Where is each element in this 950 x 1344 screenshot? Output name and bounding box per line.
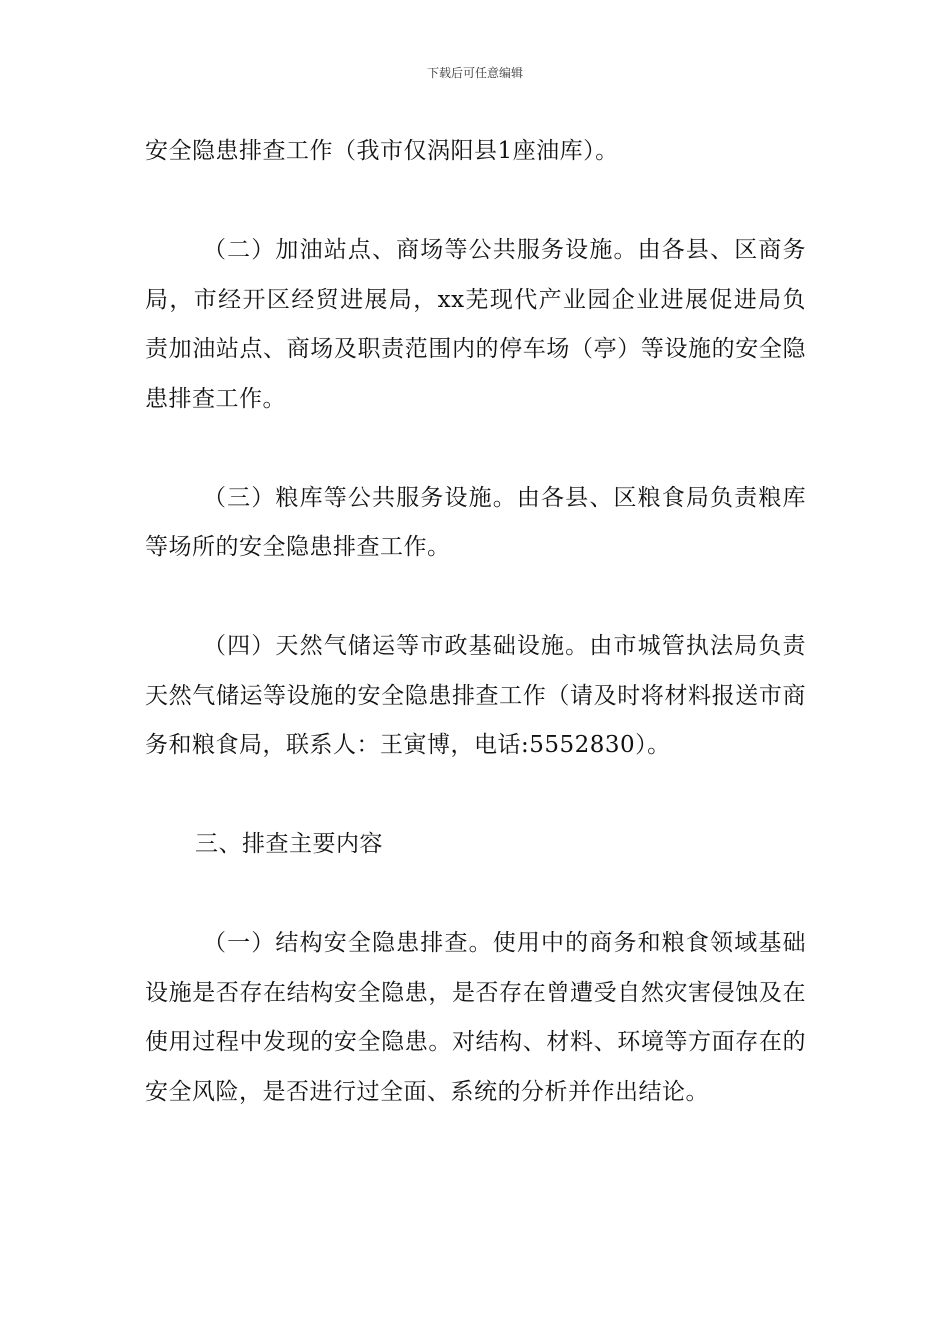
paragraph-section-4: （四）天然气储运等市政基础设施。由市城管执法局负责天然气储运等设施的安全隐患排查工作（请及时将材料报送市商务和粮食局，联系人：王寅博，电话:5552830）。 [145, 633, 806, 758]
paragraph-spacer [145, 771, 806, 821]
paragraph-structure-check: （一）结构安全隐患排查。使用中的商务和粮食领域基础设施是否存在结构安全隐患，是否存在曾遭受自然灾害侵蚀及在使用过程中发现的安全隐患。对结构、材料、环境等方面存在的安全风险，是否进行过全面、系统的分析并作出结论。 [145, 930, 806, 1105]
paragraph-section-3: （三）粮库等公共服务设施。由各县、区粮食局负责粮库等场所的安全隐患排查工作。 [145, 484, 806, 560]
paragraph-section-2: （二）加油站点、商场等公共服务设施。由各县、区商务局，市经开区经贸进展局，xx芜现代产业园企业进展促进局负责加油站点、商场及职责范围内的停车场（亭）等设施的安全隐患排查工作。 [145, 237, 806, 412]
paragraph-continuation: 安全隐患排查工作（我市仅涡阳县1座油库）。 [145, 138, 619, 164]
paragraph-spacer [145, 870, 806, 920]
section-heading-3: 三、排查主要内容 [195, 831, 383, 857]
paragraph-spacer [145, 573, 806, 623]
document-body [145, 127, 806, 1117]
page-header-note: 下载后可任意编辑 [426, 66, 523, 80]
paragraph-spacer [145, 424, 806, 474]
paragraph-spacer [145, 177, 806, 227]
